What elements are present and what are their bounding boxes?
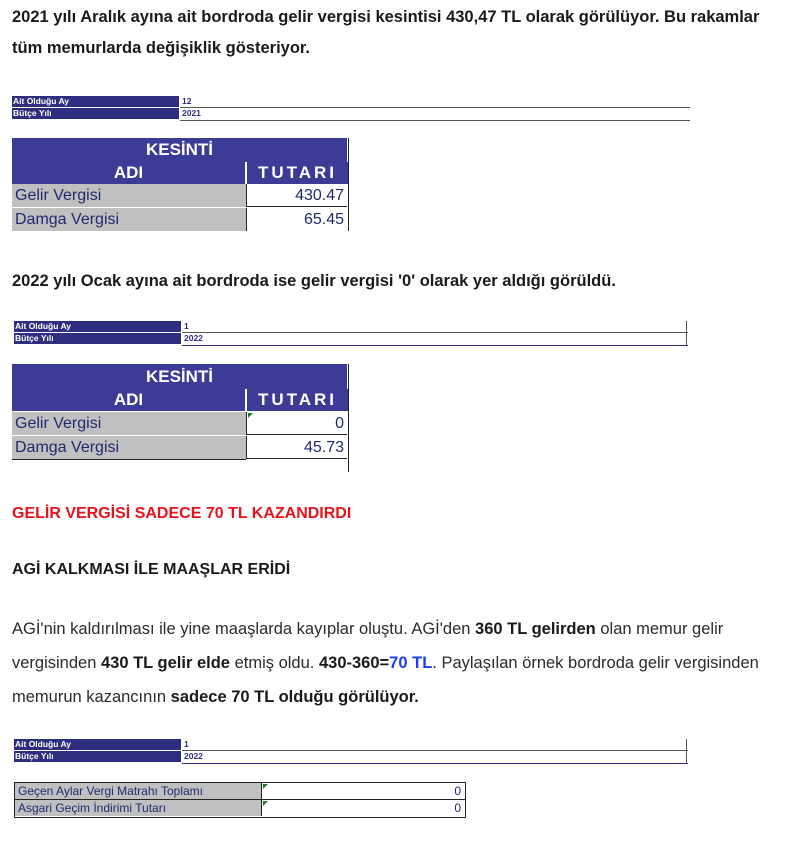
body-bold: sadece 70 TL olduğu görülüyor. [170, 688, 419, 706]
agi-table [14, 782, 466, 818]
divider [180, 107, 690, 108]
row-amount-matrah: 0 [261, 783, 465, 799]
row-name-gelir-vergisi: Gelir Vergisi [12, 184, 246, 207]
deduction-table-2021 [12, 138, 349, 231]
body-bold: 430 TL gelir elde [100, 654, 230, 672]
divider [180, 120, 690, 121]
intro-2022-text: 2022 yılı Ocak ayına ait bordroda ise gelir vergisi '0' olarak yer aldığı görüldü. [12, 272, 616, 290]
month-label: Ait Olduğu Ay [14, 321, 181, 332]
heading-agi: AGİ KALKMASI İLE MAAŞLAR ERİDİ [12, 561, 291, 578]
col-amount-header: TUTARI [246, 162, 348, 184]
body-text: etmiş oldu. [230, 654, 319, 672]
month-value: 12 [182, 96, 192, 106]
month-value: 1 [184, 321, 189, 331]
payroll-header-agi [14, 739, 688, 765]
body-text: . Paylaşılan örnek bordroda gelir vergisinden memurun kazancının [12, 654, 759, 706]
row-amount-agi: 0 [261, 800, 465, 816]
body-bold: 360 TL gelirden [475, 620, 596, 638]
divider [182, 345, 688, 346]
row-amount-damga-vergisi: 45.73 [246, 436, 347, 459]
divider [686, 321, 687, 346]
col-name-header: ADI [12, 389, 245, 411]
payroll-header-2022 [14, 321, 688, 347]
divider [686, 739, 687, 764]
col-name-header: ADI [12, 162, 245, 184]
table-title: KESİNTİ [12, 138, 347, 162]
body-text: olan memur gelir vergisinden [12, 620, 724, 672]
table-title: KESİNTİ [12, 364, 347, 389]
body-highlight: 70 TL [389, 654, 433, 672]
row-name-damga-vergisi: Damga Vergisi [12, 208, 246, 231]
year-value: 2021 [182, 108, 201, 118]
month-label: Ait Olduğu Ay [14, 739, 181, 750]
deduction-table-2022 [12, 364, 349, 472]
cell-flag-icon [263, 801, 268, 806]
row-name-damga-vergisi: Damga Vergisi [12, 436, 246, 459]
divider [12, 459, 246, 460]
row-name-gelir-vergisi: Gelir Vergisi [12, 412, 246, 435]
row-amount-damga-vergisi: 65.45 [246, 208, 347, 231]
year-label: Bütçe Yılı [12, 108, 179, 119]
row-name-agi: Asgari Geçim İndirimi Tutarı [15, 800, 261, 816]
intro-2021-text: 2021 yılı Aralık ayına ait bordroda gelir vergisi kesintisi 430,47 TL olarak görülüyor. Bu rakamlar tüm memurlarda değişiklik gösteriyor. [12, 8, 760, 57]
col-amount-header: TUTARI [246, 389, 348, 411]
year-label: Bütçe Yılı [14, 333, 181, 344]
cell-flag-icon [248, 413, 253, 418]
divider [182, 332, 688, 333]
divider [182, 750, 688, 751]
row-amount-gelir-vergisi: 430.47 [246, 184, 347, 207]
payroll-header-2021 [12, 96, 690, 122]
year-label: Bütçe Yılı [14, 751, 181, 762]
row-amount-gelir-vergisi: 0 [246, 412, 347, 435]
heading-red: GELİR VERGİSİ SADECE 70 TL KAZANDIRDI [12, 505, 352, 522]
body-text: AGİ'nin kaldırılması ile yine maaşlarda kayıplar oluştu. AGİ'den [12, 620, 476, 638]
year-value: 2022 [184, 751, 203, 761]
body-bold: 430-360= [318, 654, 390, 672]
month-value: 1 [184, 739, 189, 749]
month-label: Ait Olduğu Ay [12, 96, 179, 107]
body-paragraph [12, 612, 792, 714]
row-name-matrah: Geçen Aylar Vergi Matrahı Toplamı [15, 783, 261, 799]
divider [182, 763, 688, 764]
year-value: 2022 [184, 333, 203, 343]
cell-flag-icon [263, 784, 268, 789]
